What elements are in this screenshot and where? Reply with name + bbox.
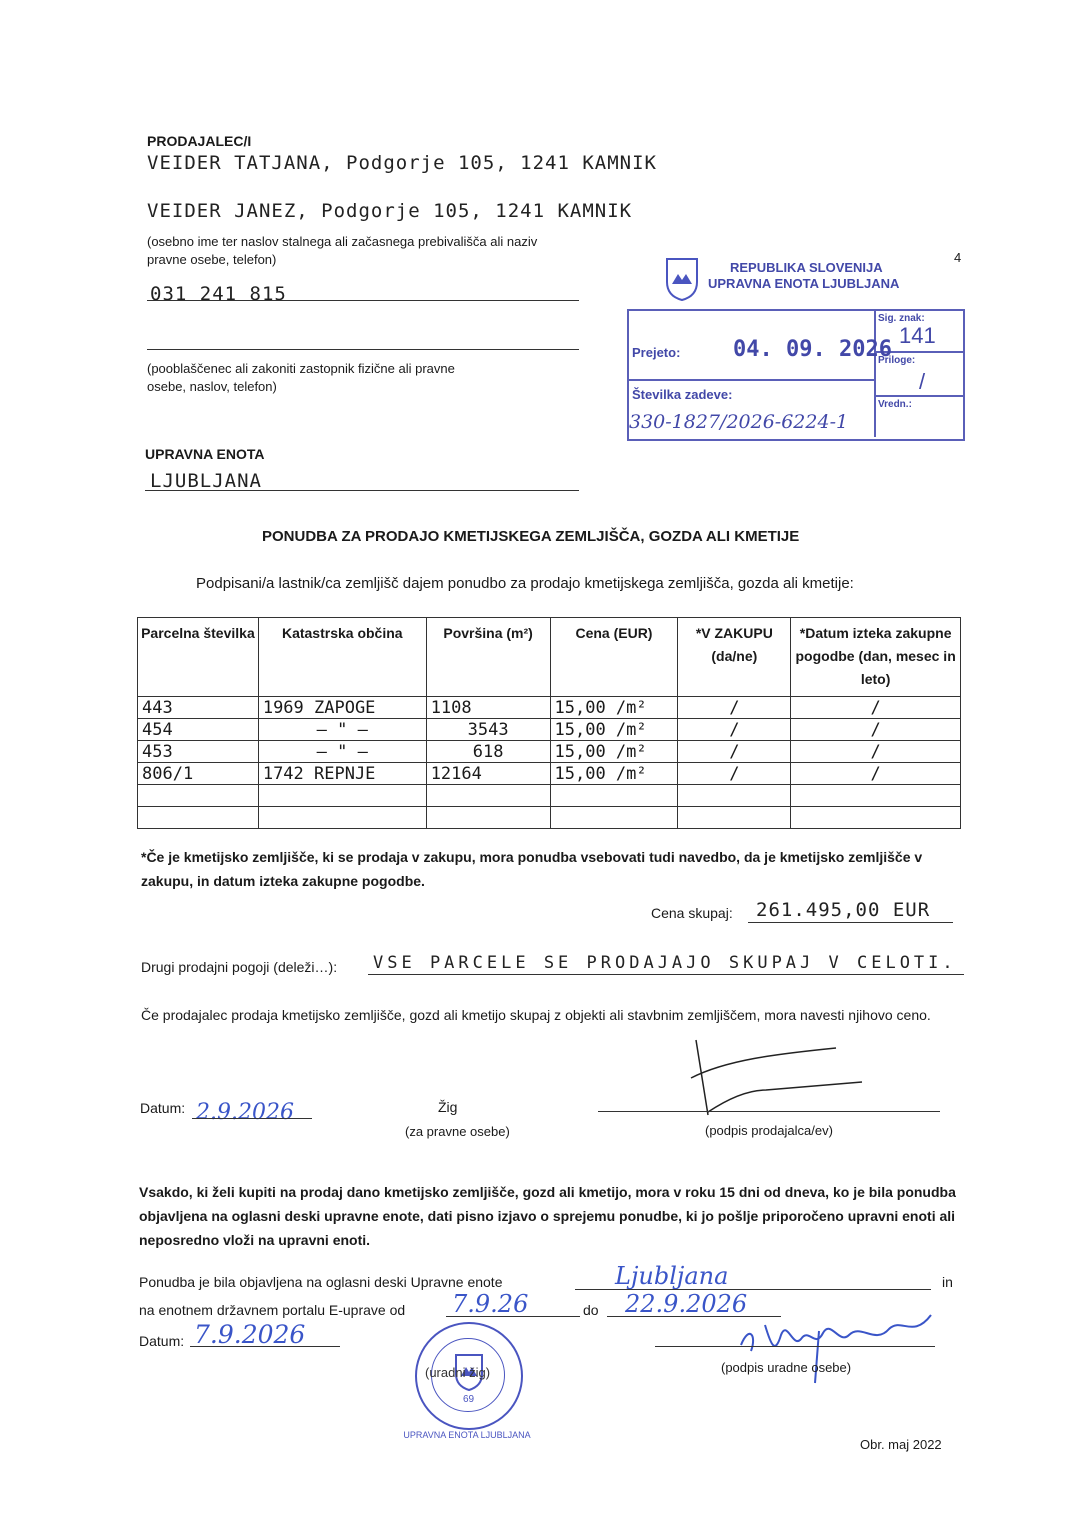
signing-date-label: Datum: (140, 1100, 186, 1116)
other-terms-label: Drugi prodajni pogoji (deleži…): (141, 959, 338, 975)
cell-area: 3543 (426, 719, 550, 741)
official-sign-hint: (podpis uradne osebe) (721, 1360, 852, 1375)
sig-value: 141 (899, 323, 936, 348)
publication-to-label: do (583, 1302, 599, 1318)
col-area: Površina (m²) (426, 618, 550, 697)
cell-leased: / (678, 697, 791, 719)
cell-parcel: 443 (138, 697, 259, 719)
table-header-row (138, 618, 961, 697)
publication-from: 7.9.26 (452, 1290, 529, 1318)
form-version: Obr. maj 2022 (860, 1437, 942, 1452)
publication-date-label: Datum: (139, 1333, 185, 1349)
other-terms-value: VSE PARCELE SE PRODAJAJO SKUPAJ V CELOTI. (373, 953, 957, 973)
stamp-header-2: UPRAVNA ENOTA LJUBLJANA (708, 276, 900, 291)
total-label: Cena skupaj: (651, 905, 733, 921)
cell-cadastral: 1969 ZAPOGE (258, 697, 426, 719)
cell-price (550, 807, 678, 829)
cell-parcel: 454 (138, 719, 259, 741)
received-label: Prejeto: (632, 345, 681, 360)
acceptance-notice: Vsakdo, ki želi kupiti na prodaj dano kmetijsko zemljišče, gozd ali kmetijo, mora v roku 15 dni od dneva, ko je bila ponudba objavljena na oglasni deski upravne enote, dati pisno izjavo o sprejemu ponudbe, ki jo pošlje priporočeno upravni enoti ali neposredno vloži na upravni enoti. (139, 1184, 956, 1248)
reception-stamp (627, 309, 965, 441)
cell-cadastral (258, 785, 426, 807)
cell-area: 1108 (426, 697, 550, 719)
table-row (138, 763, 961, 785)
representative-hint: (pooblaščenec ali zakoniti zastopnik fizične ali pravne osebe, naslov, telefon) (147, 361, 455, 394)
cell-cadastral: 1742 REPNJE (258, 763, 426, 785)
attachments-label: Priloge: (878, 355, 916, 366)
cell-price: 15,00 /m² (550, 763, 678, 785)
col-cadastral-municipality: Katastrska občina (258, 618, 426, 697)
cell-parcel (138, 785, 259, 807)
cell-area: 618 (426, 741, 550, 763)
seal-hint: (za pravne osebe) (405, 1124, 510, 1139)
cell-area: 12164 (426, 763, 550, 785)
official-seal-hint: (uradni žig) (425, 1365, 491, 1380)
received-date: 04. 09. 2026 (733, 337, 892, 362)
case-value: 330-1827/2026-6224-1 (629, 411, 849, 433)
cell-price (550, 785, 678, 807)
cell-lease-end (791, 785, 961, 807)
seller-sign-hint: (podpis prodajalca/ev) (705, 1123, 833, 1138)
cell-cadastral: – " – (258, 719, 426, 741)
cell-lease-end: / (791, 763, 961, 785)
page-number: 4 (954, 250, 962, 265)
table-row (138, 719, 961, 741)
seal-label: Žig (438, 1099, 458, 1115)
seal-text: UPRAVNA ENOTA LJUBLJANA (403, 1430, 531, 1440)
seller-signature (686, 1030, 866, 1120)
stamp-header-1: REPUBLIKA SLOVENIJA (730, 260, 883, 275)
office-value: LJUBLJANA (150, 470, 262, 492)
cell-leased (678, 785, 791, 807)
publication-text-2: na enotnem državnem portalu E-uprave od (139, 1302, 406, 1318)
case-label: Številka zadeve: (632, 387, 733, 402)
seller-phone: 031 241 815 (150, 283, 287, 305)
seal-number: 69 (463, 1394, 475, 1405)
table-row (138, 697, 961, 719)
cell-lease-end (791, 807, 961, 829)
sig-label: Sig. znak: (878, 313, 925, 324)
cell-leased: / (678, 741, 791, 763)
total-value: 261.495,00 EUR (756, 899, 931, 921)
coat-of-arms-icon (664, 256, 700, 302)
cell-leased (678, 807, 791, 829)
objects-note: Če prodajalec prodaja kmetijsko zemljišče, gozd ali kmetijo skupaj z objekti ali stavbnim zemljiščem, mora navesti njihovo ceno. (141, 1007, 931, 1023)
cell-price: 15,00 /m² (550, 697, 678, 719)
cell-parcel: 806/1 (138, 763, 259, 785)
col-price: Cena (EUR) (550, 618, 678, 697)
seller-line-1: VEIDER TATJANA, Podgorje 105, 1241 KAMNIK (147, 152, 657, 174)
cell-price: 15,00 /m² (550, 741, 678, 763)
document-title: PONUDBA ZA PRODAJO KMETIJSKEGA ZEMLJIŠČA, GOZDA ALI KMETIJE (262, 528, 800, 545)
office-heading: UPRAVNA ENOTA (145, 446, 265, 462)
col-parcel-number: Parcelna številka (138, 618, 259, 697)
cell-leased: / (678, 719, 791, 741)
cell-lease-end: / (791, 697, 961, 719)
cell-lease-end: / (791, 741, 961, 763)
cell-cadastral: – " – (258, 741, 426, 763)
intro-text: Podpisani/a lastnik/ca zemljišč dajem ponudbo za prodajo kmetijskega zemljišča, gozda ali kmetije: (196, 575, 854, 592)
table-row (138, 785, 961, 807)
parcels-table (137, 617, 961, 829)
seller-hint: (osebno ime ter naslov stalnega ali začasnega prebivališča ali naziv pravne osebe, telefon) (147, 234, 538, 267)
lease-footnote: *Če je kmetijsko zemljišče, ki se prodaja v zakupu, mora ponudba vsebovati tudi navedbo, da je kmetijsko zemljišče v zakupu, in datum izteka zakupne pogodbe. (141, 849, 923, 889)
seller-line-2: VEIDER JANEZ, Podgorje 105, 1241 KAMNIK (147, 200, 633, 222)
col-leased: *V ZAKUPU (da/ne) (678, 618, 791, 697)
signing-date-value: 2.9.2026 (196, 1100, 294, 1125)
attachments-value: / (919, 369, 926, 394)
cell-area (426, 785, 550, 807)
value-label: Vredn.: (878, 399, 912, 410)
cell-area (426, 807, 550, 829)
cell-price: 15,00 /m² (550, 719, 678, 741)
publication-in: in (942, 1274, 953, 1290)
col-lease-end-date: *Datum izteka zakupne pogodbe (dan, mesec in leto) (791, 618, 961, 697)
publication-to: 22.9.2026 (625, 1290, 748, 1318)
publication-text-1: Ponudba je bila objavljena na oglasni deski Upravne enote (139, 1274, 503, 1290)
cell-cadastral (258, 807, 426, 829)
publication-office: Ljubljana (615, 1262, 729, 1290)
cell-parcel: 453 (138, 741, 259, 763)
publication-date-value: 7.9.2026 (194, 1320, 306, 1349)
seller-heading: PRODAJALEC/I (147, 133, 252, 149)
cell-leased: / (678, 763, 791, 785)
table-row (138, 741, 961, 763)
cell-parcel (138, 807, 259, 829)
table-row (138, 807, 961, 829)
cell-lease-end: / (791, 719, 961, 741)
